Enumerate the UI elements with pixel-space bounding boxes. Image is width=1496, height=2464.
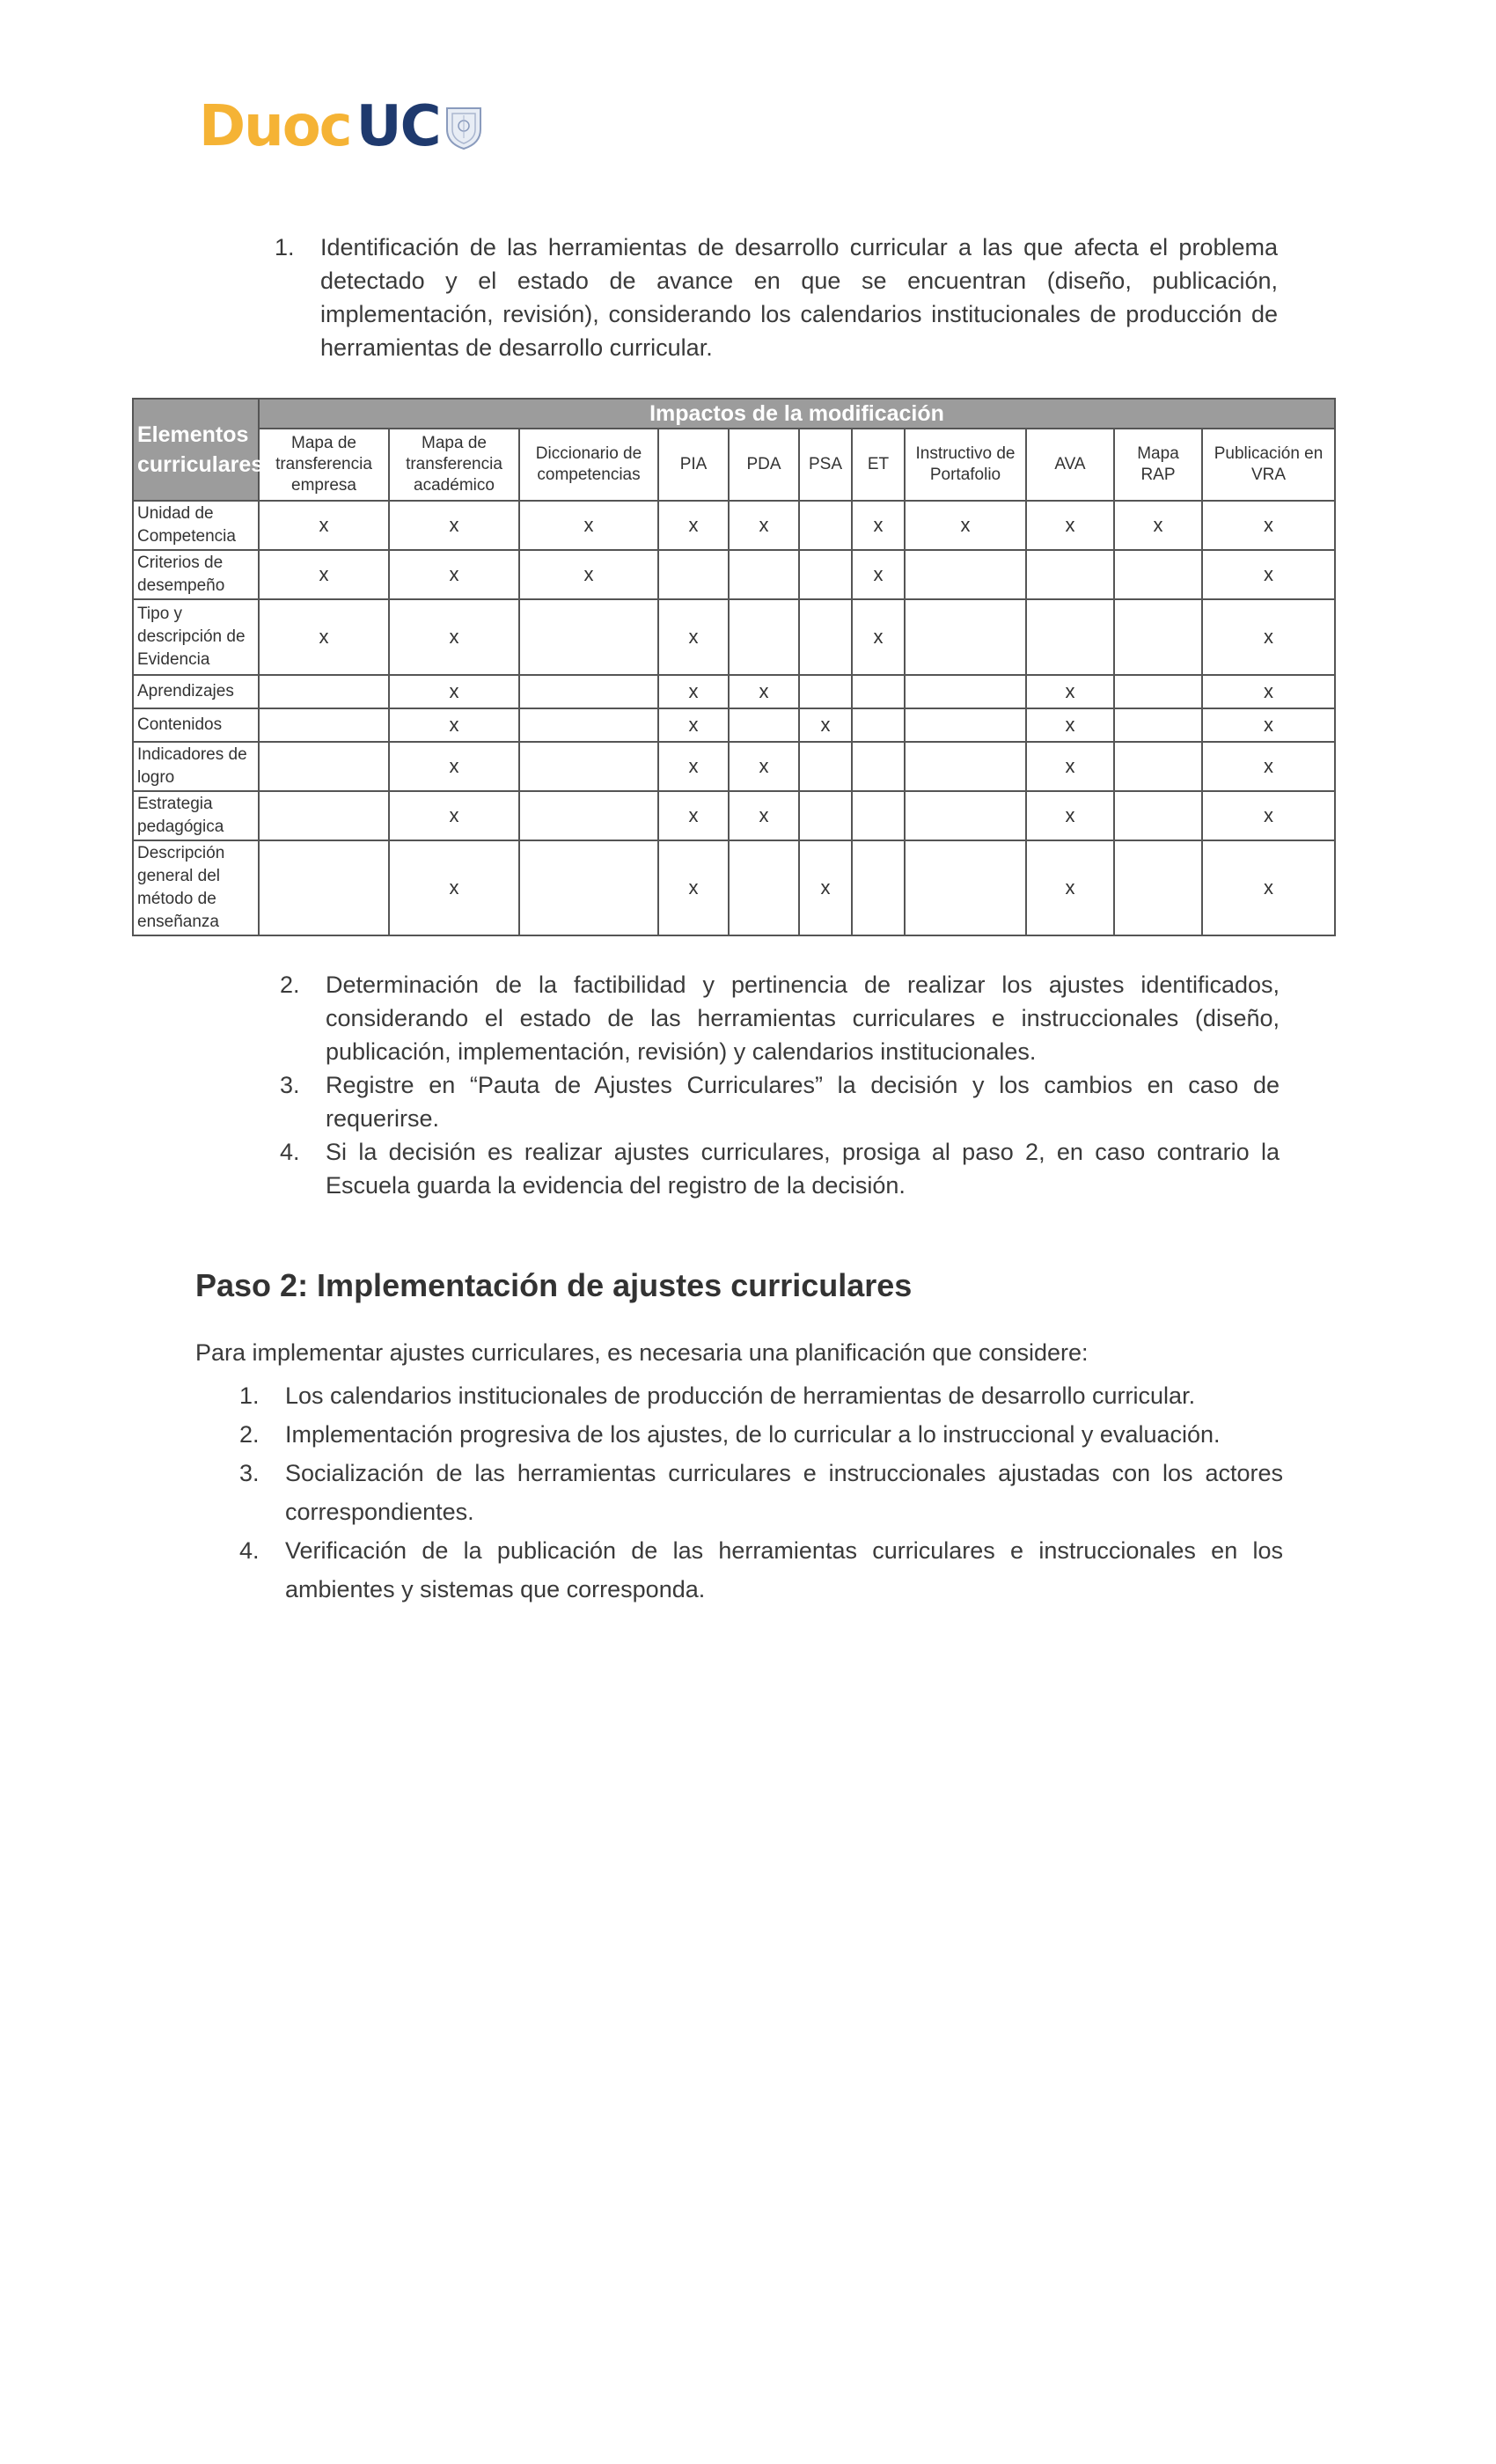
section-intro: Para implementar ajustes curriculares, es necesaria una planificación que considere:: [195, 1339, 1089, 1366]
item-text: Determinación de la factibilidad y pertinencia de realizar los ajustes identificados, considerando el estado de las herramientas curriculares e instruccionales (diseño, publicación, implementación, revisión) y calendarios institucionales.: [326, 972, 1280, 1065]
table-row: [133, 501, 1335, 550]
table-row: [133, 840, 1335, 935]
table-cell: [905, 708, 1026, 742]
item-number: 1.: [275, 234, 295, 260]
table-cell: [1114, 791, 1202, 840]
row-label: Criterios de desempeño: [133, 550, 259, 599]
table-cell: x: [1202, 742, 1335, 791]
table-cell: x: [658, 791, 729, 840]
table-cell: x: [1026, 840, 1114, 935]
table-row: [133, 550, 1335, 599]
table-cell: x: [658, 708, 729, 742]
table-cell: x: [852, 599, 905, 675]
table-cell: x: [905, 501, 1026, 550]
impact-group-header: Impactos de la modificación: [259, 399, 1335, 429]
item-text: Los calendarios institucionales de producción de herramientas de desarrollo curricular.: [285, 1382, 1196, 1409]
column-header: Publicación en VRA: [1202, 429, 1335, 501]
column-header: PSA: [799, 429, 852, 501]
table-cell: x: [729, 501, 799, 550]
column-header: Mapa RAP: [1114, 429, 1202, 501]
row-label: Estrategia pedagógica: [133, 791, 259, 840]
table-cell: [1114, 708, 1202, 742]
corner-header: Elementos curriculares: [133, 399, 259, 501]
list-item: [280, 1068, 1280, 1135]
table-cell: [799, 791, 852, 840]
logo-uc-text: UC: [356, 94, 440, 159]
item-text: Identificación de las herramientas de desarrollo curricular a las que afecta el problema detectado y el estado de avance en que se encuentran (diseño, publicación, implementación, revisión), considerando los calendarios institucionales de producción de herramientas de desarrollo curricular.: [320, 234, 1278, 361]
table-cell: x: [1026, 708, 1114, 742]
table-cell: [905, 840, 1026, 935]
table-cell: x: [729, 791, 799, 840]
table-cell: [519, 599, 658, 675]
table-cell: x: [1202, 840, 1335, 935]
item-text: Verificación de la publicación de las herramientas curriculares e instruccionales en los ambientes y sistemas que corresponda.: [285, 1537, 1283, 1602]
row-label: Descripción general del método de enseñanza: [133, 840, 259, 935]
table-cell: x: [389, 791, 519, 840]
table-cell: x: [1026, 742, 1114, 791]
column-header: AVA: [1026, 429, 1114, 501]
row-label: Aprendizajes: [133, 675, 259, 708]
table-cell: x: [658, 742, 729, 791]
table-cell: x: [259, 550, 389, 599]
table-row: [133, 791, 1335, 840]
table-cell: [729, 708, 799, 742]
section-title: Paso 2: Implementación de ajustes curriculares: [195, 1267, 913, 1303]
list-item: [239, 1454, 1283, 1531]
table-cell: x: [389, 840, 519, 935]
item-number: 4.: [239, 1537, 260, 1564]
table-cell: [259, 742, 389, 791]
table-row: [133, 675, 1335, 708]
table-cell: [259, 840, 389, 935]
row-label: Unidad de Competencia: [133, 501, 259, 550]
table-cell: [852, 708, 905, 742]
table-cell: [259, 675, 389, 708]
table-cell: [799, 742, 852, 791]
table-cell: [1114, 599, 1202, 675]
item-number: 4.: [280, 1139, 300, 1165]
table-cell: [658, 550, 729, 599]
table-cell: [905, 742, 1026, 791]
table-cell: [799, 501, 852, 550]
table-cell: [519, 742, 658, 791]
step1-continued-list: [280, 968, 1280, 1202]
list-item: [280, 1135, 1280, 1202]
table-cell: x: [729, 675, 799, 708]
table-cell: [1026, 550, 1114, 599]
list-item: [239, 1415, 1283, 1454]
item-number: 2.: [280, 972, 300, 998]
table-cell: [519, 840, 658, 935]
table-cell: [799, 675, 852, 708]
table-cell: x: [389, 501, 519, 550]
step1-list: [275, 231, 1278, 364]
column-header: PIA: [658, 429, 729, 501]
column-header: Mapa de transferencia empresa: [259, 429, 389, 501]
table-cell: x: [1202, 501, 1335, 550]
column-header: Instructivo de Portafolio: [905, 429, 1026, 501]
logo-duoc-text: Duoc: [199, 94, 351, 159]
table-cell: x: [658, 501, 729, 550]
table-cell: x: [658, 675, 729, 708]
table-cell: x: [389, 599, 519, 675]
table-cell: x: [799, 840, 852, 935]
table-cell: [799, 599, 852, 675]
table-cell: x: [1114, 501, 1202, 550]
column-header: PDA: [729, 429, 799, 501]
item-text: Si la decisión es realizar ajustes curriculares, prosiga al paso 2, en caso contrario la Escuela guarda la evidencia del registro de la decisión.: [326, 1139, 1280, 1199]
list-item: [239, 1376, 1283, 1415]
table-cell: [905, 550, 1026, 599]
table-cell: x: [658, 599, 729, 675]
table-row: [133, 742, 1335, 791]
table-cell: x: [1026, 675, 1114, 708]
table-cell: x: [799, 708, 852, 742]
table-cell: [1114, 675, 1202, 708]
row-label: Indicadores de logro: [133, 742, 259, 791]
duoc-uc-logo: [199, 94, 486, 159]
table-cell: [259, 791, 389, 840]
column-header: Diccionario de competencias: [519, 429, 658, 501]
table-cell: [1114, 550, 1202, 599]
table-cell: [852, 675, 905, 708]
list-item: [239, 1531, 1283, 1609]
table-cell: [1114, 840, 1202, 935]
table-cell: x: [389, 708, 519, 742]
table-cell: [905, 791, 1026, 840]
row-label: Tipo y descripción de Evidencia: [133, 599, 259, 675]
university-seal-icon: [442, 103, 486, 150]
item-number: 3.: [280, 1072, 300, 1098]
table-cell: x: [852, 501, 905, 550]
table-cell: [852, 840, 905, 935]
table-cell: [729, 550, 799, 599]
table-cell: [519, 708, 658, 742]
table-cell: x: [1202, 708, 1335, 742]
table-cell: [799, 550, 852, 599]
table-cell: x: [519, 501, 658, 550]
table-cell: [729, 840, 799, 935]
table-cell: x: [1202, 599, 1335, 675]
table-row: [133, 599, 1335, 675]
table-cell: [519, 675, 658, 708]
step2-list: [239, 1376, 1283, 1609]
table-cell: [1026, 599, 1114, 675]
table-cell: [729, 599, 799, 675]
table-cell: x: [1202, 675, 1335, 708]
table-cell: [852, 742, 905, 791]
item-text: Registre en “Pauta de Ajustes Curriculares” la decisión y los cambios en caso de requerirse.: [326, 1072, 1280, 1132]
table-cell: x: [1026, 501, 1114, 550]
table-cell: x: [389, 550, 519, 599]
table-cell: [905, 599, 1026, 675]
table-cell: x: [729, 742, 799, 791]
list-item: [280, 968, 1280, 1068]
column-header: ET: [852, 429, 905, 501]
table-cell: x: [259, 501, 389, 550]
item-number: 3.: [239, 1460, 260, 1486]
impact-table: [132, 398, 1336, 936]
table-cell: x: [389, 675, 519, 708]
item-text: Implementación progresiva de los ajustes, de lo curricular a lo instruccional y evaluación.: [285, 1421, 1221, 1448]
table-row: [133, 708, 1335, 742]
table-cell: [519, 791, 658, 840]
table-cell: x: [1202, 550, 1335, 599]
table-cell: [1114, 742, 1202, 791]
table-cell: x: [519, 550, 658, 599]
item-number: 1.: [239, 1382, 260, 1409]
table-cell: x: [1026, 791, 1114, 840]
table-cell: x: [852, 550, 905, 599]
table-cell: [259, 708, 389, 742]
table-cell: [905, 675, 1026, 708]
item-text: Socialización de las herramientas curriculares e instruccionales ajustadas con los actores correspondientes.: [285, 1460, 1283, 1525]
table-body: [133, 501, 1335, 935]
table-cell: x: [1202, 791, 1335, 840]
row-label: Contenidos: [133, 708, 259, 742]
column-header: Mapa de transferencia académico: [389, 429, 519, 501]
table-cell: x: [259, 599, 389, 675]
item-number: 2.: [239, 1421, 260, 1448]
table-cell: [852, 791, 905, 840]
list-item: [275, 231, 1278, 364]
table-cell: x: [658, 840, 729, 935]
table-cell: x: [389, 742, 519, 791]
